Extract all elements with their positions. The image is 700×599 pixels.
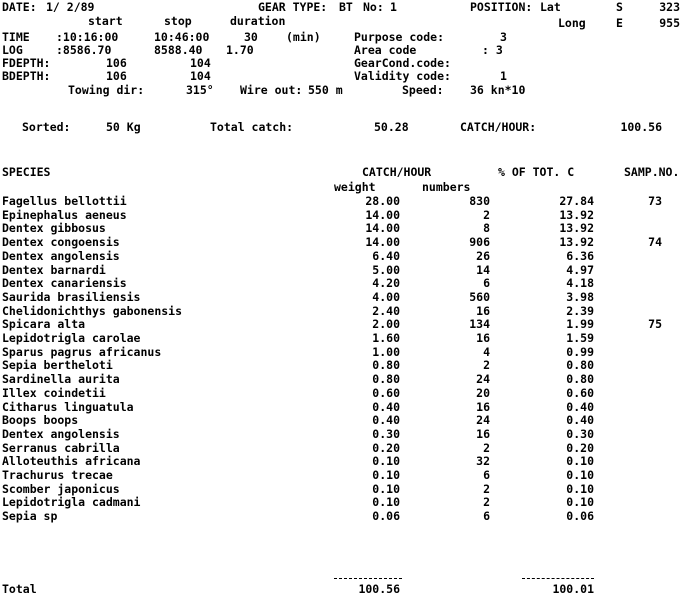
species-name: Fagellus bellottii	[2, 194, 127, 208]
pct-value: 0.10	[566, 468, 594, 482]
pct-value: 0.99	[566, 345, 594, 359]
gear-no-label: No:	[363, 0, 384, 14]
pct-value: 4.97	[566, 263, 594, 277]
total-weight-value: 100.56	[358, 582, 400, 596]
weight-value: 0.20	[372, 441, 400, 455]
species-name: Alloteuthis africana	[2, 454, 141, 468]
species-name: Dentex barnardi	[2, 263, 106, 277]
fdepth-start: 106	[106, 56, 127, 70]
numbers-value: 16	[476, 331, 490, 345]
weight-value: 6.40	[372, 249, 400, 263]
area-code-value: : 3	[482, 43, 503, 57]
numbers-value: 560	[469, 290, 490, 304]
gear-cond-code-label: GearCond.code:	[354, 56, 451, 70]
pct-value: 0.10	[566, 454, 594, 468]
numbers-value: 16	[476, 427, 490, 441]
lat-value: 323	[659, 0, 680, 14]
towing-dir-value: 315°	[186, 83, 214, 97]
pct-value: 2.39	[566, 304, 594, 318]
sample-number-value: 74	[648, 235, 662, 249]
weight-value: 0.30	[372, 427, 400, 441]
numbers-value: 906	[469, 235, 490, 249]
species-name: Dentex canariensis	[2, 276, 127, 290]
species-name: Boops boops	[2, 413, 79, 427]
weight-value: 0.40	[372, 400, 400, 414]
species-name: Lepidotrigla carolae	[2, 331, 141, 345]
time-unit: (min)	[286, 30, 321, 44]
lat-label: Lat	[540, 0, 561, 14]
position-label: POSITION:	[470, 0, 533, 14]
time-label: TIME	[2, 30, 30, 44]
towing-dir-label: Towing dir:	[68, 83, 145, 97]
numbers-value: 24	[476, 413, 490, 427]
numbers-value: 2	[483, 358, 490, 372]
species-name: Dentex congoensis	[2, 235, 120, 249]
weight-value: 4.00	[372, 290, 400, 304]
validity-code-label: Validity code:	[354, 69, 451, 83]
weight-total-rule	[334, 578, 402, 579]
col-start-label: start	[88, 14, 123, 28]
species-name: Sardinella aurita	[2, 372, 120, 386]
species-name: Chelidonichthys gabonensis	[2, 304, 183, 318]
numbers-value: 134	[469, 317, 490, 331]
numbers-value: 16	[476, 304, 490, 318]
numbers-value: 26	[476, 249, 490, 263]
lat-hemisphere: S	[616, 0, 623, 14]
pct-value: 1.59	[566, 331, 594, 345]
total-row-label: Total	[2, 582, 37, 596]
species-name: Illex coindetii	[2, 386, 106, 400]
pct-value: 0.10	[566, 482, 594, 496]
col-duration-label: duration	[230, 14, 286, 28]
catch-per-hour-label: CATCH/HOUR:	[460, 120, 537, 134]
long-label: Long	[558, 16, 586, 30]
pct-value: 0.40	[566, 400, 594, 414]
bdepth-start: 106	[106, 69, 127, 83]
sorted-label: Sorted:	[22, 120, 71, 134]
species-name: Citharus linguatula	[2, 400, 134, 414]
weight-value: 0.80	[372, 372, 400, 386]
pct-value: 1.99	[566, 317, 594, 331]
species-name: Spicara alta	[2, 317, 86, 331]
numbers-value: 2	[483, 441, 490, 455]
species-name: Sepia sp	[2, 509, 58, 523]
pct-total-rule	[522, 578, 594, 579]
time-stop: 10:46:00	[154, 30, 210, 44]
pct-value: 0.20	[566, 441, 594, 455]
col-stop-label: stop	[164, 14, 192, 28]
fdepth-stop: 104	[190, 56, 211, 70]
pct-value: 0.80	[566, 358, 594, 372]
time-start: :10:16:00	[56, 30, 119, 44]
numbers-value: 6	[483, 276, 490, 290]
weight-value: 14.00	[365, 208, 400, 222]
gear-type-label: GEAR TYPE:	[258, 0, 328, 14]
weight-value: 0.10	[372, 454, 400, 468]
pct-value: 0.10	[566, 495, 594, 509]
species-name: Trachurus trecae	[2, 468, 113, 482]
numbers-value: 4	[483, 345, 490, 359]
weight-value: 14.00	[365, 235, 400, 249]
weight-value: 0.10	[372, 482, 400, 496]
numbers-value: 24	[476, 372, 490, 386]
gear-type-value: BT	[339, 0, 353, 14]
pct-value: 13.92	[559, 208, 594, 222]
total-catch-value: 50.28	[374, 120, 409, 134]
catch-per-hour-value: 100.56	[620, 120, 662, 134]
pct-value: 4.18	[566, 276, 594, 290]
species-name: Sepia bertheloti	[2, 358, 113, 372]
long-hemisphere: E	[616, 16, 623, 30]
sample-number-column-header: SAMP.NO.	[624, 165, 680, 179]
log-stop: 8588.40	[154, 43, 203, 57]
species-name: Dentex angolensis	[2, 427, 120, 441]
pct-value: 0.60	[566, 386, 594, 400]
numbers-subheader: numbers	[422, 180, 471, 194]
numbers-value: 6	[483, 468, 490, 482]
validity-code-value: 1	[500, 69, 507, 83]
purpose-code-value: 3	[500, 30, 507, 44]
weight-value: 2.40	[372, 304, 400, 318]
species-name: Dentex gibbosus	[2, 221, 106, 235]
numbers-value: 16	[476, 400, 490, 414]
species-name: Epinephalus aeneus	[2, 208, 127, 222]
weight-value: 0.80	[372, 358, 400, 372]
numbers-value: 830	[469, 194, 490, 208]
weight-value: 0.10	[372, 468, 400, 482]
weight-value: 5.00	[372, 263, 400, 277]
sorted-value: 50 Kg	[106, 120, 141, 134]
weight-value: 0.60	[372, 386, 400, 400]
numbers-value: 2	[483, 495, 490, 509]
time-duration: 30	[244, 30, 258, 44]
weight-value: 1.60	[372, 331, 400, 345]
numbers-value: 2	[483, 482, 490, 496]
sample-number-value: 75	[648, 317, 662, 331]
date-value: 1/ 2/89	[46, 0, 95, 14]
weight-value: 14.00	[365, 221, 400, 235]
pct-value: 0.30	[566, 427, 594, 441]
weight-subheader: weight	[334, 180, 376, 194]
numbers-value: 2	[483, 208, 490, 222]
bdepth-stop: 104	[190, 69, 211, 83]
log-start: :8586.70	[56, 43, 112, 57]
log-duration: 1.70	[226, 43, 254, 57]
fdepth-label: FDEPTH:	[2, 56, 51, 70]
pct-value: 13.92	[559, 235, 594, 249]
numbers-value: 8	[483, 221, 490, 235]
weight-value: 4.20	[372, 276, 400, 290]
total-catch-label: Total catch:	[210, 120, 294, 134]
speed-label: Speed:	[402, 83, 444, 97]
speed-value: 36 kn*10	[470, 83, 526, 97]
sample-number-value: 73	[648, 194, 662, 208]
log-label: LOG	[2, 43, 23, 57]
wire-out-value: 550 m	[308, 83, 343, 97]
weight-value: 1.00	[372, 345, 400, 359]
pct-value: 0.80	[566, 372, 594, 386]
numbers-value: 6	[483, 509, 490, 523]
wire-out-label: Wire out:	[240, 83, 303, 97]
pct-value: 0.40	[566, 413, 594, 427]
species-name: Saurida brasiliensis	[2, 290, 141, 304]
pct-total-column-header: % OF TOT. C	[498, 165, 575, 179]
bdepth-label: BDEPTH:	[2, 69, 51, 83]
pct-value: 3.98	[566, 290, 594, 304]
numbers-value: 32	[476, 454, 490, 468]
species-name: Lepidotrigla cadmani	[2, 495, 141, 509]
pct-value: 13.92	[559, 221, 594, 235]
catch-hour-column-header: CATCH/HOUR	[362, 165, 432, 179]
long-value: 955	[659, 16, 680, 30]
weight-value: 0.06	[372, 509, 400, 523]
weight-value: 2.00	[372, 317, 400, 331]
gear-no-value: 1	[390, 0, 397, 14]
weight-value: 0.40	[372, 413, 400, 427]
pct-value: 0.06	[566, 509, 594, 523]
numbers-value: 20	[476, 386, 490, 400]
total-pct-value: 100.01	[552, 582, 594, 596]
species-name: Serranus cabrilla	[2, 441, 120, 455]
weight-value: 0.10	[372, 495, 400, 509]
pct-value: 27.84	[559, 194, 594, 208]
date-label: DATE:	[2, 0, 37, 14]
numbers-value: 14	[476, 263, 490, 277]
species-name: Dentex angolensis	[2, 249, 120, 263]
pct-value: 6.36	[566, 249, 594, 263]
purpose-code-label: Purpose code:	[354, 30, 445, 44]
species-column-header: SPECIES	[2, 165, 51, 179]
area-code-label: Area code	[354, 43, 417, 57]
weight-value: 28.00	[365, 194, 400, 208]
species-name: Scomber japonicus	[2, 482, 120, 496]
species-name: Sparus pagrus africanus	[2, 345, 162, 359]
